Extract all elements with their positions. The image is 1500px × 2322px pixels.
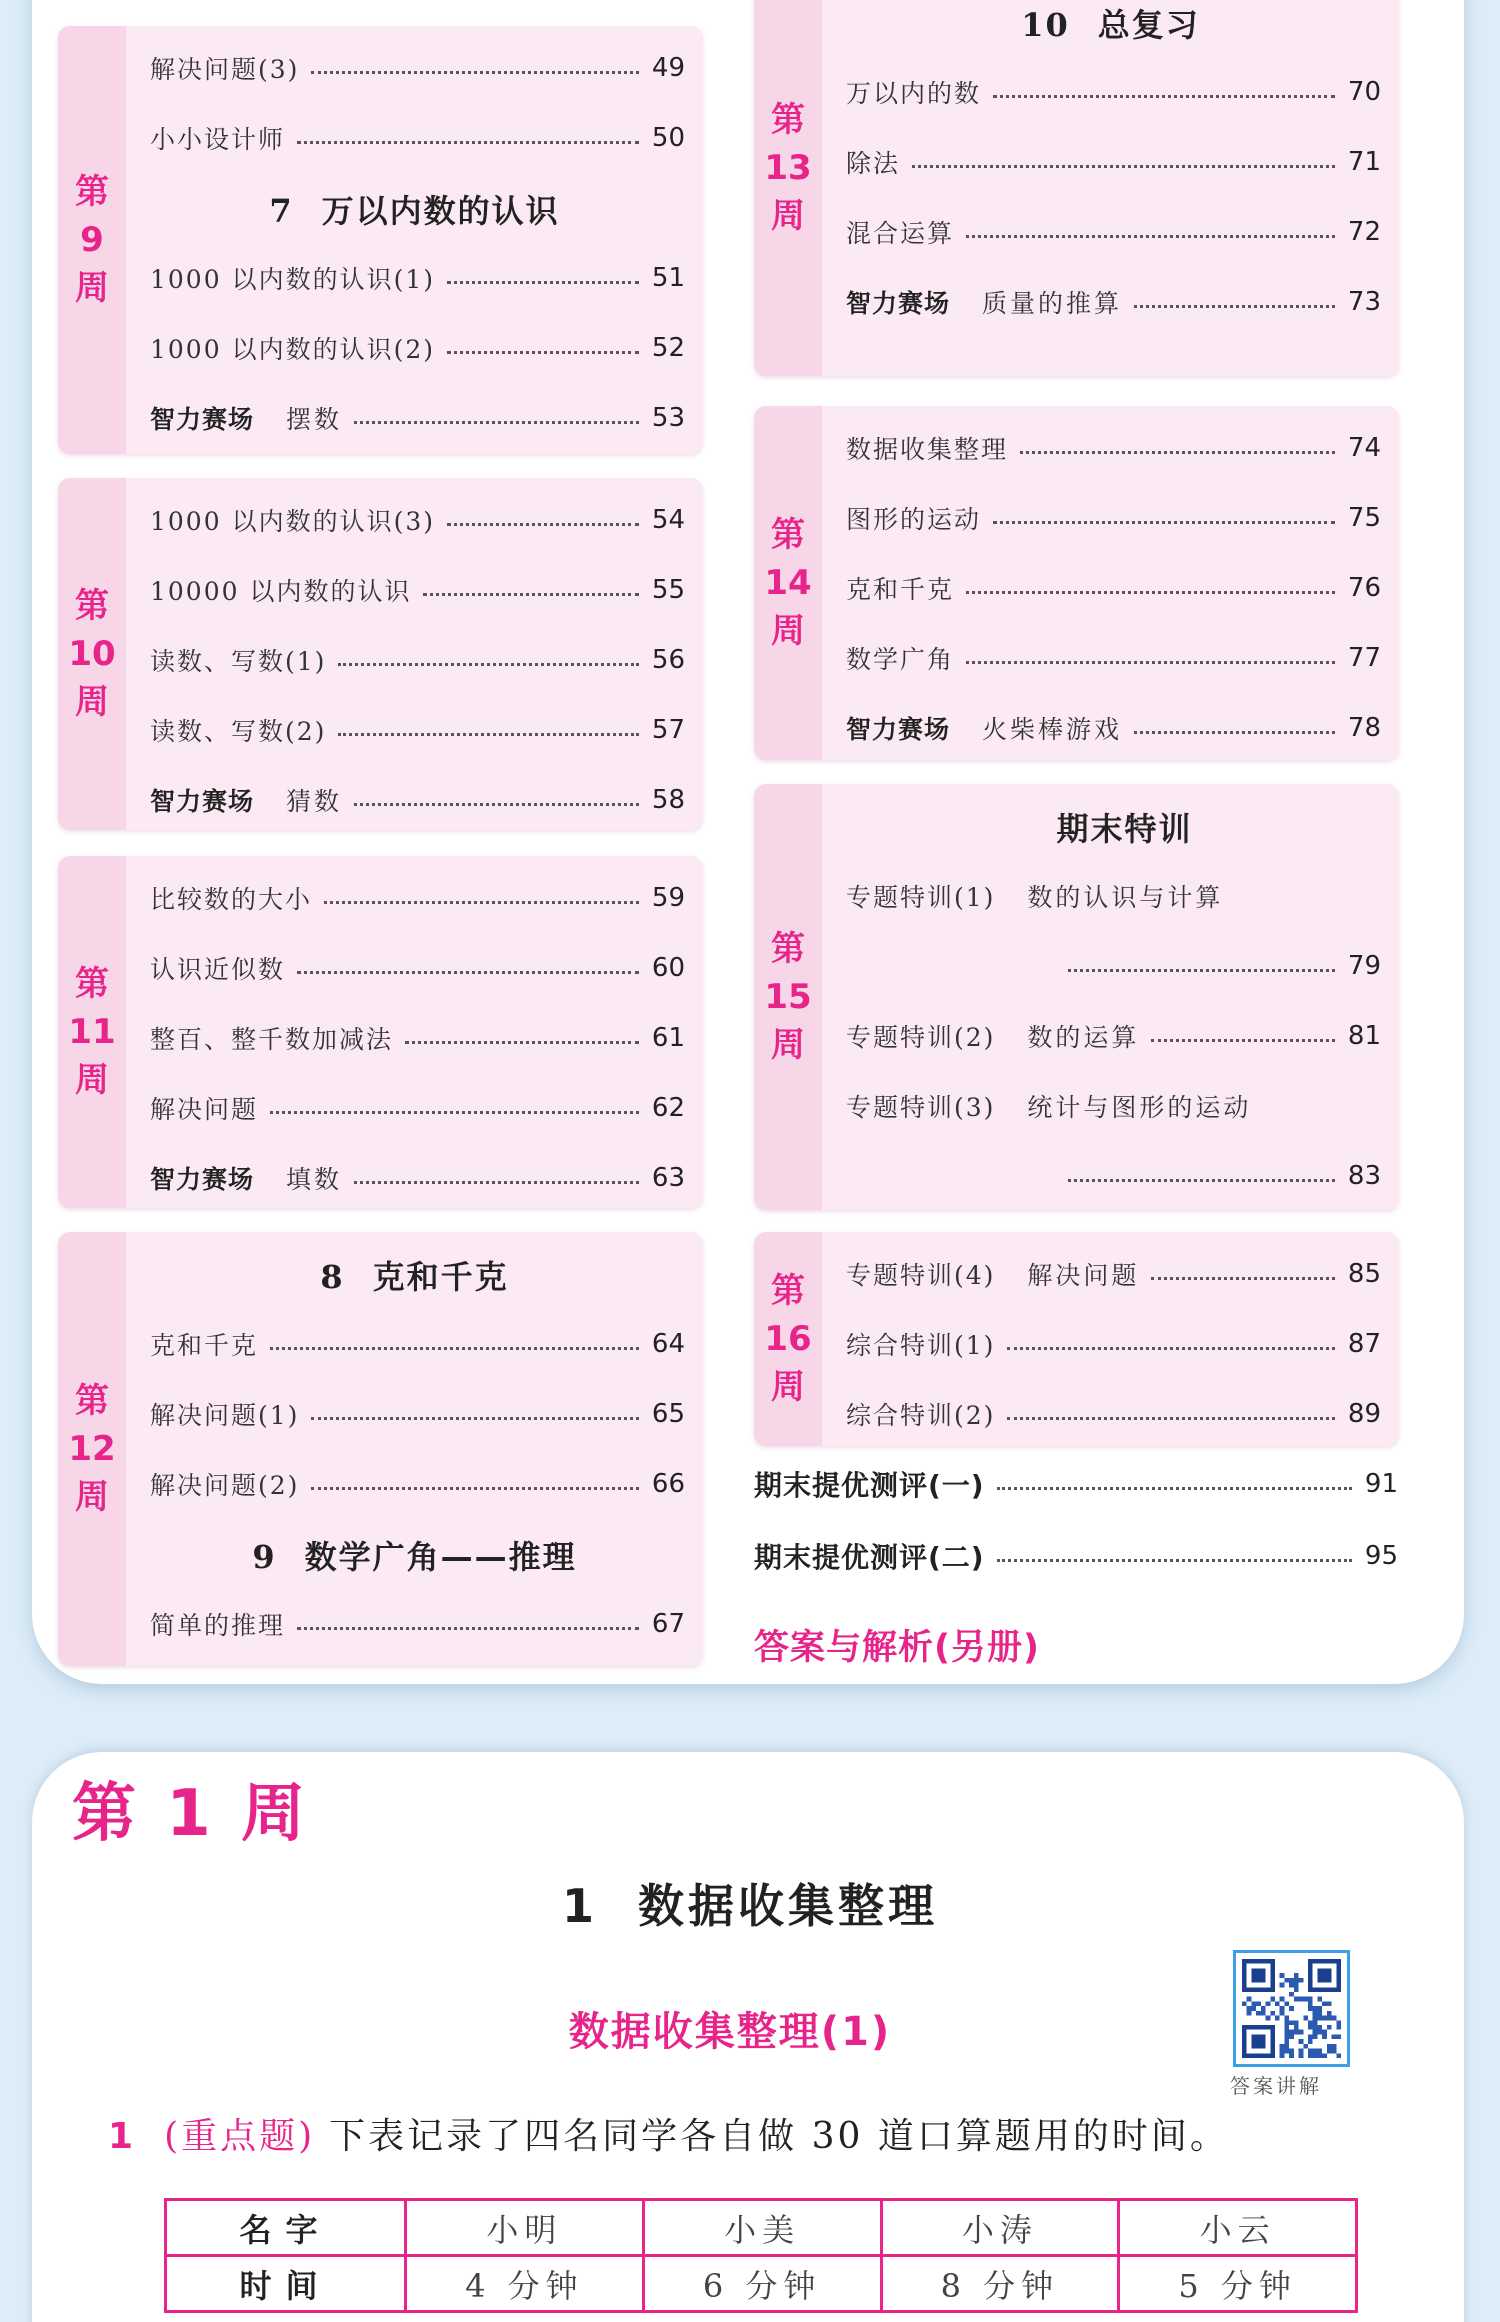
entry-label: 克和千克 [846,575,955,604]
entry-sublabel: 统计与图形的运动 [1027,1093,1252,1122]
entry-sublabel: 填数 [286,1165,343,1194]
page-number: 87 [1347,1329,1381,1359]
page-number: 91 [1364,1469,1398,1499]
leader-dots [405,1041,639,1044]
toc-entry[interactable] [846,568,1381,608]
toc-entry[interactable] [846,428,1381,468]
test-label: 期末提优测评(二) [754,1541,985,1574]
table-cell: 8 分钟 [881,2256,1119,2312]
toc-unit-heading [822,0,1399,46]
week-label-part: 14 [764,563,812,603]
page-number: 65 [651,1399,685,1429]
entry-sublabel: 质量的推算 [982,289,1123,318]
table-cell: 小美 [643,2200,881,2256]
table-row [166,2200,1357,2256]
answers-link[interactable]: 答案与解析(另册) [754,1628,1040,1668]
toc-entry[interactable] [150,398,685,438]
page-number: 83 [1347,1161,1381,1191]
toc-entry[interactable] [150,118,685,158]
entry-label: 智力赛场 [150,1165,255,1194]
leader-dots [447,281,639,284]
entry-sublabel: 数的运算 [1027,1023,1140,1052]
toc-week-block [58,26,703,454]
page-number: 72 [1347,217,1381,247]
leader-dots [966,591,1335,594]
toc-entry[interactable] [846,1394,1381,1434]
week-label-part: 16 [764,1319,812,1359]
unit-number: 10 [1021,6,1070,44]
toc-entry[interactable] [150,570,685,610]
week-label-part: 13 [764,148,812,188]
toc-entry[interactable] [150,1464,685,1504]
question-1 [108,2108,1229,2159]
table-row-header: 时间 [166,2256,406,2312]
entry-label: 解决问题(3) [150,55,300,84]
unit-title: 数学广角——推理 [304,1538,577,1576]
toc-entry[interactable] [150,258,685,298]
toc-entry[interactable] [846,638,1381,678]
leader-dots [354,1181,639,1184]
page-number: 78 [1347,713,1381,743]
entry-label: 解决问题(2) [150,1471,300,1500]
leader-dots [1151,1039,1335,1042]
unit-number: 9 [252,1538,277,1576]
page-number: 58 [651,785,685,815]
entry-label: 1000 以内数的认识(2) [150,335,435,364]
unit-title: 万以内数的认识 [321,192,560,230]
entry-label: 数学广角 [846,645,955,674]
entry-label: 智力赛场 [846,289,951,318]
week-label-part: 周 [771,1367,805,1407]
page-number: 75 [1347,503,1381,533]
entry-label: 比较数的大小 [150,885,313,914]
entry-label: 专题特训(1) [846,883,996,912]
entry-label: 解决问题(1) [150,1401,300,1430]
page-number: 57 [651,715,685,745]
week-label-part: 第 [75,172,109,212]
leader-dots [993,95,1335,98]
toc-entry[interactable] [846,282,1381,322]
qr-code-pattern [1242,1959,1341,2058]
leader-dots [423,593,639,596]
toc-entry[interactable] [150,48,685,88]
unit-title: 总复习 [1097,6,1200,44]
entry-label: 解决问题 [150,1095,259,1124]
toc-entry[interactable] [150,1394,685,1434]
entry-sublabel: 猜数 [286,787,343,816]
entry-label: 10000 以内数的认识 [150,577,412,606]
entry-sublabel: 摆数 [286,405,343,434]
leader-dots [270,1111,639,1114]
toc-entry[interactable] [846,1016,1381,1056]
page-number: 77 [1347,643,1381,673]
toc-entry[interactable] [846,1254,1381,1294]
page-number: 52 [651,333,685,363]
week-label-part: 12 [68,1429,116,1469]
leader-dots [966,661,1335,664]
table-row [166,2256,1357,2312]
leader-dots [311,1417,639,1420]
leader-dots [997,1487,1352,1490]
leader-dots [338,663,639,666]
table-cell: 小涛 [881,2200,1119,2256]
page-number: 66 [651,1469,685,1499]
toc-entry[interactable] [846,498,1381,538]
section-title: 数据收集整理(1) [568,2009,892,2055]
page-number: 54 [651,505,685,535]
entry-label: 克和千克 [150,1331,259,1360]
entry-label: 认识近似数 [150,955,286,984]
toc-unit-heading [822,804,1399,850]
leader-dots [338,733,639,736]
toc-unit-heading [126,1532,703,1578]
week-label-part: 周 [75,268,109,308]
week-label [754,0,822,376]
toc-entry[interactable] [846,1324,1381,1364]
leader-dots [1007,1417,1335,1420]
entry-label: 除法 [846,149,901,178]
entry-label: 混合运算 [846,219,955,248]
question-number: 1 [108,2116,137,2157]
page-number: 76 [1347,573,1381,603]
week-label-part: 周 [771,1025,805,1065]
data-table [164,2198,1358,2313]
page-number: 59 [651,883,685,913]
week-label-part: 周 [771,611,805,651]
leader-dots [912,165,1335,168]
page-number: 79 [1347,951,1381,981]
entry-label: 专题特训(3) [846,1093,996,1122]
toc-entry[interactable] [846,708,1381,748]
entry-label: 小小设计师 [150,125,286,154]
leader-dots [447,523,639,526]
toc-entry[interactable] [150,500,685,540]
table-cell: 6 分钟 [643,2256,881,2312]
page-number: 81 [1347,1021,1381,1051]
week-label-part: 第 [75,964,109,1004]
toc-entry[interactable] [150,328,685,368]
leader-dots [324,901,639,904]
week-label-part: 15 [764,977,812,1017]
unit-number: 8 [320,1258,345,1296]
week-label-part: 第 [771,1271,805,1311]
page-number: 61 [651,1023,685,1053]
table-cell: 小云 [1119,2200,1357,2256]
page-number: 53 [651,403,685,433]
entry-label: 智力赛场 [150,787,255,816]
leader-dots [997,1559,1352,1562]
question-text: 下表记录了四名同学各自做 30 道口算题用的时间。 [329,2116,1229,2157]
qr-caption: 答案讲解 [1230,2074,1322,2098]
week-label-part: 周 [75,1477,109,1517]
leader-dots [1134,731,1335,734]
page-number: 74 [1347,433,1381,463]
toc-entry[interactable] [150,878,685,918]
toc-entry[interactable] [150,1158,685,1198]
page-number: 85 [1347,1259,1381,1289]
entry-label: 专题特训(2) [846,1023,996,1052]
toc-unit-heading [126,1252,703,1298]
page-number: 51 [651,263,685,293]
toc-test-entry-2[interactable] [754,1536,1398,1576]
week-label-part: 周 [75,1060,109,1100]
page-number: 62 [651,1093,685,1123]
page-number: 60 [651,953,685,983]
entry-label: 图形的运动 [846,505,982,534]
page-number: 56 [651,645,685,675]
leader-dots [311,1487,639,1490]
entry-label: 整百、整千数加减法 [150,1025,394,1054]
entry-label: 读数、写数(2) [150,717,327,746]
week-label-part: 第 [771,929,805,969]
leader-dots [1007,1347,1335,1350]
toc-entry[interactable] [150,640,685,680]
leader-dots [1068,1179,1335,1182]
table-cell: 4 分钟 [406,2256,644,2312]
toc-entry[interactable] [150,1604,685,1644]
entry-label: 读数、写数(1) [150,647,327,676]
toc-entry[interactable] [1056,1156,1381,1196]
week-label-part: 周 [75,682,109,722]
page-number: 67 [651,1609,685,1639]
entry-sublabel: 解决问题 [1027,1261,1140,1290]
toc-entry[interactable] [150,780,685,820]
page-number: 64 [651,1329,685,1359]
unit-number: 1 [561,1879,598,1933]
toc-entry[interactable] [846,876,1381,916]
toc-entry[interactable] [150,710,685,750]
page-number: 49 [651,53,685,83]
toc-entry[interactable] [150,1088,685,1128]
week-label-part: 第 [75,1381,109,1421]
entry-label: 万以内的数 [846,79,982,108]
toc-entry[interactable] [1056,946,1381,986]
leader-dots [1151,1277,1335,1280]
test-label: 期末提优测评(一) [754,1469,985,1502]
toc-entry[interactable] [846,142,1381,182]
leader-dots [447,351,639,354]
week-label [58,26,126,454]
page-number: 50 [651,123,685,153]
week-title: 第 1 周 [72,1777,310,1851]
week-label-part: 10 [68,634,116,674]
week-label [754,784,822,1210]
week-label [58,1232,126,1666]
week-label-part: 第 [771,515,805,555]
table-cell: 5 分钟 [1119,2256,1357,2312]
table-cell: 小明 [406,2200,644,2256]
page-number: 55 [651,575,685,605]
page-number: 73 [1347,287,1381,317]
page-number: 95 [1364,1541,1398,1571]
page-number: 71 [1347,147,1381,177]
page-number: 63 [651,1163,685,1193]
entry-sublabel: 火柴棒游戏 [982,715,1123,744]
leader-dots [270,1347,639,1350]
unit-title: 克和千克 [372,1258,509,1296]
entry-label: 1000 以内数的认识(3) [150,507,435,536]
entry-label: 智力赛场 [150,405,255,434]
leader-dots [297,141,639,144]
week-label-part: 第 [75,586,109,626]
leader-dots [297,1627,639,1630]
week-label-part: 9 [80,220,104,260]
week-label-part: 周 [771,196,805,236]
toc-entry[interactable] [150,1324,685,1364]
entry-label: 专题特训(4) [846,1261,996,1290]
entry-label: 简单的推理 [150,1611,286,1640]
week-label-part: 11 [68,1012,116,1052]
toc-entry[interactable] [150,948,685,988]
unit-title [0,1870,1500,1936]
entry-sublabel: 数的认识与计算 [1027,883,1224,912]
question-tag: (重点题) [164,2116,316,2157]
leader-dots [311,71,639,74]
toc-entry[interactable] [846,72,1381,112]
toc-entry[interactable] [846,212,1381,252]
leader-dots [966,235,1335,238]
toc-entry[interactable] [150,1018,685,1058]
week-label [58,478,126,830]
week-label [58,856,126,1208]
leader-dots [354,803,639,806]
unit-title-text: 数据收集整理 [638,1879,938,1933]
page-number: 70 [1347,77,1381,107]
toc-unit-heading [126,186,703,232]
entry-label: 综合特训(1) [846,1331,996,1360]
leader-dots [993,521,1335,524]
page-number: 89 [1347,1399,1381,1429]
week-label-part: 第 [771,100,805,140]
toc-entry[interactable] [846,1086,1381,1126]
entry-label: 数据收集整理 [846,435,1009,464]
unit-number: 7 [269,192,294,230]
week-label [754,1232,822,1446]
leader-dots [1020,451,1335,454]
leader-dots [1134,305,1335,308]
qr-code-icon[interactable] [1233,1950,1350,2067]
table-row-header: 名字 [166,2200,406,2256]
entry-label: 1000 以内数的认识(1) [150,265,435,294]
leader-dots [1068,969,1335,972]
entry-label: 智力赛场 [846,715,951,744]
toc-test-entry-1[interactable] [754,1464,1398,1504]
unit-title: 期末特训 [1056,810,1193,848]
week-label [754,406,822,760]
entry-label: 综合特训(2) [846,1401,996,1430]
leader-dots [354,421,639,424]
leader-dots [297,971,639,974]
